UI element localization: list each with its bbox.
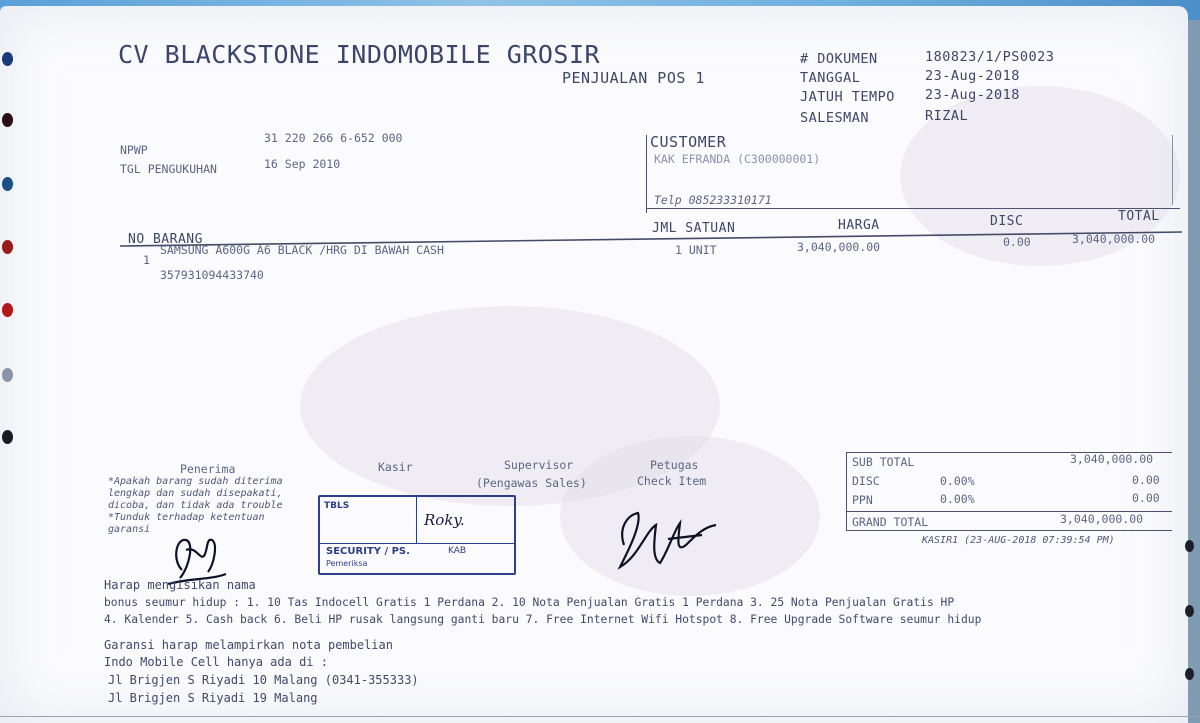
salesman-value: RIZAL [925,108,969,124]
perforation-hole [1185,605,1194,617]
col-disc: DISC [990,214,1024,229]
penerima-note-3: dicoba, dan tidak ada trouble [108,500,283,511]
customer-box-bottom [646,208,1180,209]
npwp-value: 31 220 266 6-652 000 [264,131,403,145]
disc-percent: 0.00% [940,474,975,488]
perforation-hole [2,240,13,254]
penerima-note-1: *Apakah barang sudah diterima [108,476,283,487]
stamp-kab: KAB [448,546,467,556]
customer-box-border [1172,135,1173,205]
stamp-signature: Roky. [424,511,465,529]
subtotal-label: SUB TOTAL [852,455,915,469]
bottom-edge-rule [0,716,1200,717]
customer-label: CUSTOMER [650,133,727,151]
security-stamp [318,495,516,575]
ppn-percent: 0.00% [940,492,975,506]
perforation-hole [2,177,13,191]
jatuh-tempo-value: 23-Aug-2018 [925,87,1020,103]
dokumen-value: 180823/1/PS0023 [925,49,1055,65]
company-name: CV BLACKSTONE INDOMOBILE GROSIR [118,40,601,69]
npwp-label: NPWP [120,143,148,157]
grand-total-value: 3,040,000.00 [1060,512,1144,526]
tanggal-value: 23-Aug-2018 [925,68,1020,84]
perforation-hole [2,52,13,66]
document-subtitle: PENJUALAN POS 1 [562,69,705,87]
stamp-divider [416,497,417,543]
petugas-signature [612,505,722,575]
petugas-sub: Check Item [637,474,707,488]
footer-line-7: Jl Brigjen S Riyadi 19 Malang [108,691,318,705]
supervisor-label: Supervisor [504,458,574,472]
row-total: 3,040,000.00 [1072,232,1156,246]
row-number: 1 [143,253,150,267]
salesman-label: SALESMAN [800,110,870,126]
footer-line-3: 4. Kalender 5. Cash back 6. Beli HP rusak langsung ganti baru 7. Free Internet Wifi Hotspot 8. Free Upgrade Software seumur hidup [104,613,982,626]
row-disc: 0.00 [1003,235,1031,249]
customer-name: KAK EFRANDA (C300000001) [654,152,821,166]
col-jml-satuan: JML SATUAN [652,221,736,236]
ppn-label: PPN [852,493,873,507]
perforation-hole [2,368,13,382]
perforation-hole [1185,540,1194,552]
ppn-value: 0.00 [1132,491,1160,505]
stamp-tbls: TBLS [324,501,350,511]
disc-label: DISC [852,474,880,488]
penerima-note-2: lengkap dan sudah disepakati, [108,488,283,499]
customer-telp: Telp 085233310171 [654,193,772,207]
col-total: TOTAL [1118,209,1160,224]
perforation-hole [2,303,13,317]
penerima-label: Penerima [180,462,236,476]
kasir-label: Kasir [378,460,413,474]
row-qty: 1 UNIT [675,243,717,257]
row-harga: 3,040,000.00 [797,240,881,254]
footer-line-5: Indo Mobile Cell hanya ada di : [104,655,328,669]
totals-box-bottom [846,530,1172,531]
grand-total-label: GRAND TOTAL [852,515,929,529]
stamp-security: SECURITY / PS. [326,546,410,557]
totals-box-border [846,452,847,530]
supervisor-sub: (Pengawas Sales) [476,476,587,490]
dokumen-label: # DOKUMEN [800,51,878,67]
perforation-hole [2,430,13,444]
tanggal-label: TANGGAL [800,70,861,86]
petugas-label: Petugas [650,458,699,472]
footer-line-2: bonus seumur hidup : 1. 10 Tas Indocell Gratis 1 Perdana 2. 10 Nota Penjualan Gratis 1 Perdana 3. 25 Nota Penjualan Gratis HP [104,596,955,609]
penerima-note-4: *Tunduk terhadap ketentuan [108,512,265,523]
col-harga: HARGA [838,218,880,233]
col-no-barang: NO BARANG [128,232,203,247]
tgl-pengukuhan-value: 16 Sep 2010 [264,157,341,171]
row-imei: 357931094433740 [160,268,264,282]
penerima-note-5: garansi [108,524,151,535]
stamp-divider [320,543,514,544]
footer-line-4: Garansi harap melampirkan nota pembelian [104,638,393,652]
jatuh-tempo-label: JATUH TEMPO [800,89,895,105]
customer-box-border [646,135,647,213]
row-item: SAMSUNG A600G A6 BLACK /HRG DI BAWAH CASH [160,243,444,257]
stamp-pemeriksa: Pemeriksa [326,559,368,568]
footer-line-6: Jl Brigjen S Riyadi 10 Malang (0341-355333) [108,673,419,687]
subtotal-value: 3,040,000.00 [1070,452,1154,466]
kasir-timestamp: KASIR1 (23-AUG-2018 07:39:54 PM) [922,535,1115,546]
perforation-hole [2,113,13,127]
perforation-hole [1185,668,1194,680]
footer-line-1: Harap mengisikan nama [104,578,256,592]
disc-value: 0.00 [1132,473,1160,487]
tgl-pengukuhan-label: TGL PENGUKUHAN [120,162,217,176]
